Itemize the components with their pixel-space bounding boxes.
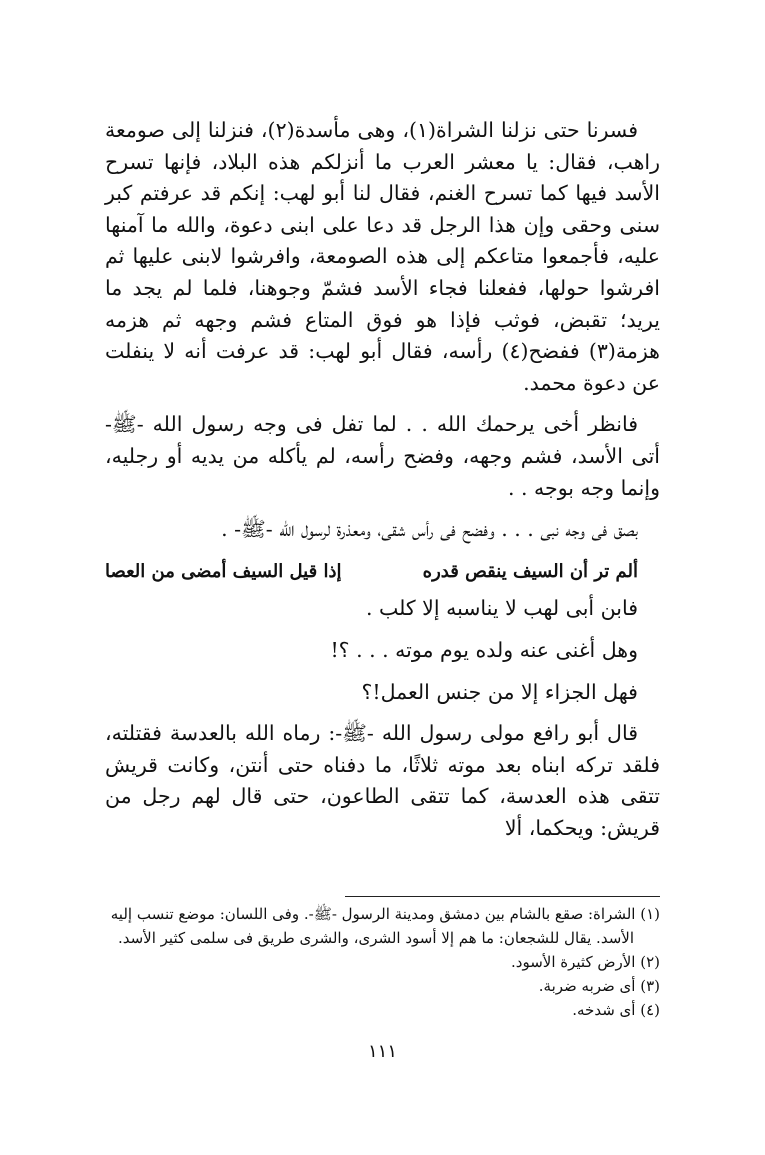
footnote-3: (٣) أى ضربه ضربة. [538,977,660,995]
footnote-1-continuation: الأسد. يقال للشجعان: ما هم إلا أسود الشرى، والشرى طريق فى سلمى كثير الأسد. [117,929,634,947]
verse-first-hemistich: ألم تر أن السيف ينقص قدره [422,560,638,582]
paragraph-4: فابن أبى لهب لا يناسبه إلا كلب . [365,596,638,621]
main-text [105,115,660,854]
paragraph-1: فسرنا حتى نزلنا الشراة(١)، وهى مأسدة(٢)، فنزلنا إلى صومعة راهب، فقال: يا معشر العرب ما أنزلكم هذه البلاد، فإنها تسرح الأسد فيها كما تسرح الغنم، فقال لنا أبو لهب: إنكم قد عرفتم كبر سنى وحقى وإن هذا الرجل قد دعا على ابنى دعوة، والله ما آمنها عليه، فأجمعوا متاعكم إلى هذه الصومعة، وافرشوا لابنى عليها ثم افرشوا حولها، ففعلنا فجاء الأسد فشمّ وجوهنا، فلما لم يجد ما يريد؛ تقبض، فوثب فإذا هو فوق المتاع فشم وجهه ثم هزمه هزمة(٣) ففضح(٤) رأسه، فقال أبو لهب: قد عرفت أنه لا ينفلت عن دعوة محمد. [105,118,660,395]
paragraph-7: قال أبو رافع مولى رسول الله -ﷺ-: رماه الله بالعدسة فقتلته، فلقد تركه ابناه بعد موته ثلاثًا، ما دفناه حتى أنتن، وكانت قريش تتقى هذه العدسة، كما تتقى الطاعون، حتى قال لهم رجل من قريش: ويحكما، ألا [105,721,660,840]
footnote-1: (١) الشراة: صقع بالشام بين دمشق ومدينة الرسول -ﷺ-. وفى اللسان: موضع تنسب إليه [110,905,660,923]
footnote-divider [345,896,660,897]
paragraph-6: فهل الجزاء إلا من جنس العمل!؟ [361,679,638,704]
poetry-verse [105,556,660,588]
verse-second-hemistich: إذا قيل السيف أمضى من العصا [105,560,342,582]
paragraph-5: وهل أغنى عنه ولده يوم موته . . . ؟! [330,637,638,662]
page-number: ١١١ [367,1041,397,1062]
footnotes [105,902,660,1022]
paragraph-2: فانظر أخى يرحمك الله . . لما تفل فى وجه رسول الله -ﷺ- أتى الأسد، فشم وجهه، وفضح رأسه، لم يأكله من يديه أو رجليه، وإنما وجه بوجه . . [105,412,660,500]
footnote-2: (٢) الأرض كثيرة الأسود. [511,953,660,971]
footnote-4: (٤) أى شدخه. [572,1001,660,1019]
paragraph-3: بصق فى وجه نبى . . . وفضح فى رأس شقى، ومعذرة لرسول الله -ﷺ- . [221,517,638,542]
